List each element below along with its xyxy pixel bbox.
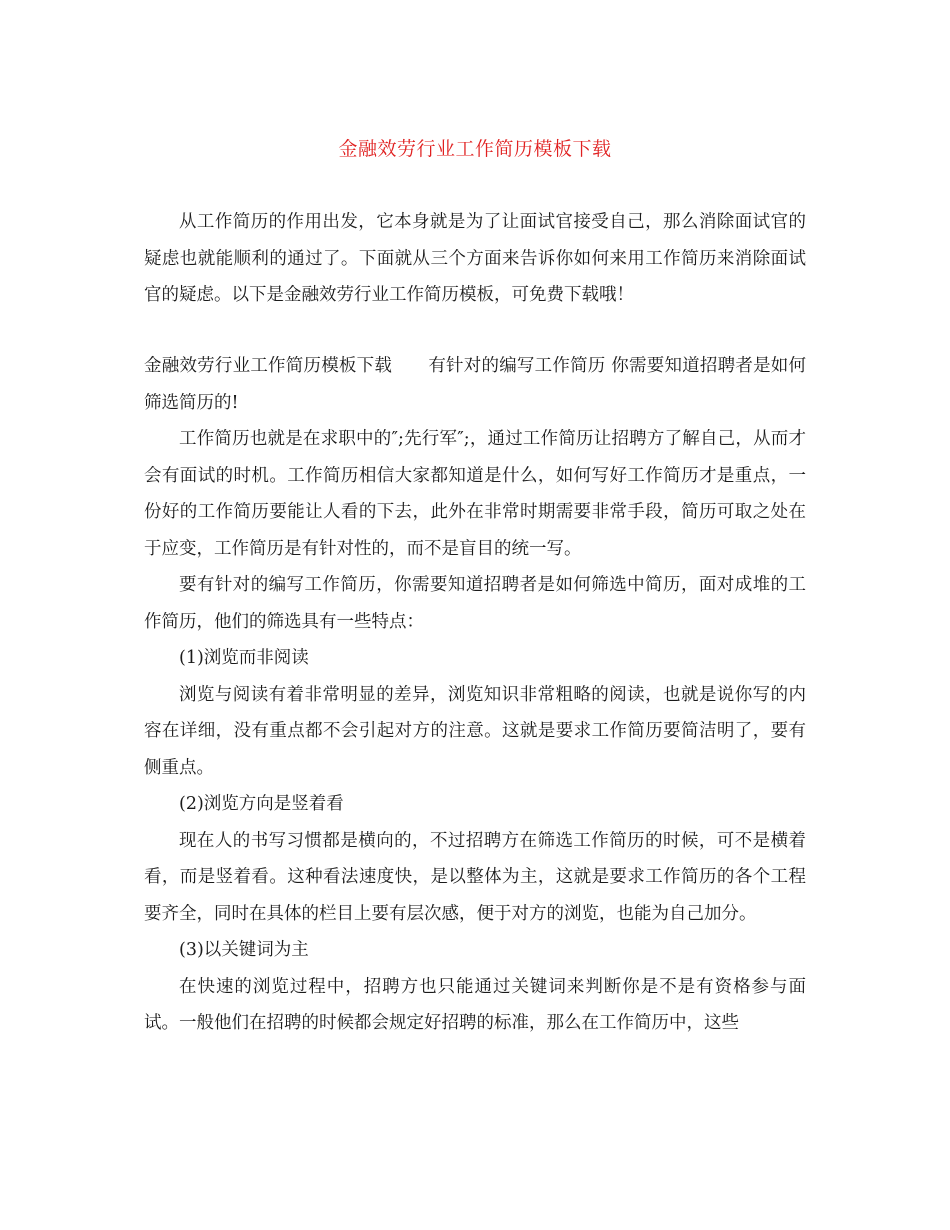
intro-section — [144, 204, 806, 314]
lead-title: 金融效劳行业工作简历模板下载 — [144, 356, 393, 376]
body-paragraph: 现在人的书写习惯都是横向的，不过招聘方在筛选工作简历的时候，可不是横着看，而是竖着看。这种看法速度快，是以整体为主，这就是要求工作简历的各个工程要齐全，同时在具体的栏目上要有层次感，便于对方的浏览，也能为自己加分。 — [144, 830, 806, 924]
document-title: 金融效劳行业工作简历模板下载 — [338, 138, 612, 160]
section-heading: (2)浏览方向是竖着看 — [179, 794, 344, 814]
body-paragraph: 工作简历也就是在求职中的″;先行军″;，通过工作简历让招聘方了解自己，从而才会有面试的时机。工作简历相信大家都知道是什么，如何写好工作简历才是重点，一份好的工作简历要能让人看的下去，此外在非常时期需要非常手段，简历可取之处在于应变，工作简历是有针对性的，而不是盲目的统一写。 — [144, 429, 806, 559]
body-paragraph: 浏览与阅读有着非常明显的差异，浏览知识非常粗略的阅读，也就是说你写的内容在详细，没有重点都不会引起对方的注意。这就是要求工作简历要简洁明了，要有侧重点。 — [144, 684, 806, 778]
lead-paragraph — [144, 348, 806, 421]
lead-text: 有针对的编写工作简历 你需要知道招聘者是如何筛选简历的! — [144, 356, 807, 413]
body-section — [144, 348, 806, 1042]
section-heading: (3)以关键词为主 — [179, 940, 309, 960]
body-paragraph: 要有针对的编写工作简历，你需要知道招聘者是如何筛选中简历，面对成堆的工作简历，他们的筛选具有一些特点： — [144, 575, 806, 632]
body-paragraph: 在快速的浏览过程中，招聘方也只能通过关键词来判断你是不是有资格参与面试。一般他们在招聘的时候都会规定好招聘的标准，那么在工作简历中，这些 — [144, 976, 806, 1033]
intro-paragraph: 从工作简历的作用出发，它本身就是为了让面试官接受自己，那么消除面试官的疑虑也就能顺利的通过了。下面就从三个方面来告诉你如何来用工作简历来消除面试官的疑虑。以下是金融效劳行业工作简历模板，可免费下载哦！ — [144, 212, 806, 305]
section-heading: (1)浏览而非阅读 — [179, 648, 309, 668]
